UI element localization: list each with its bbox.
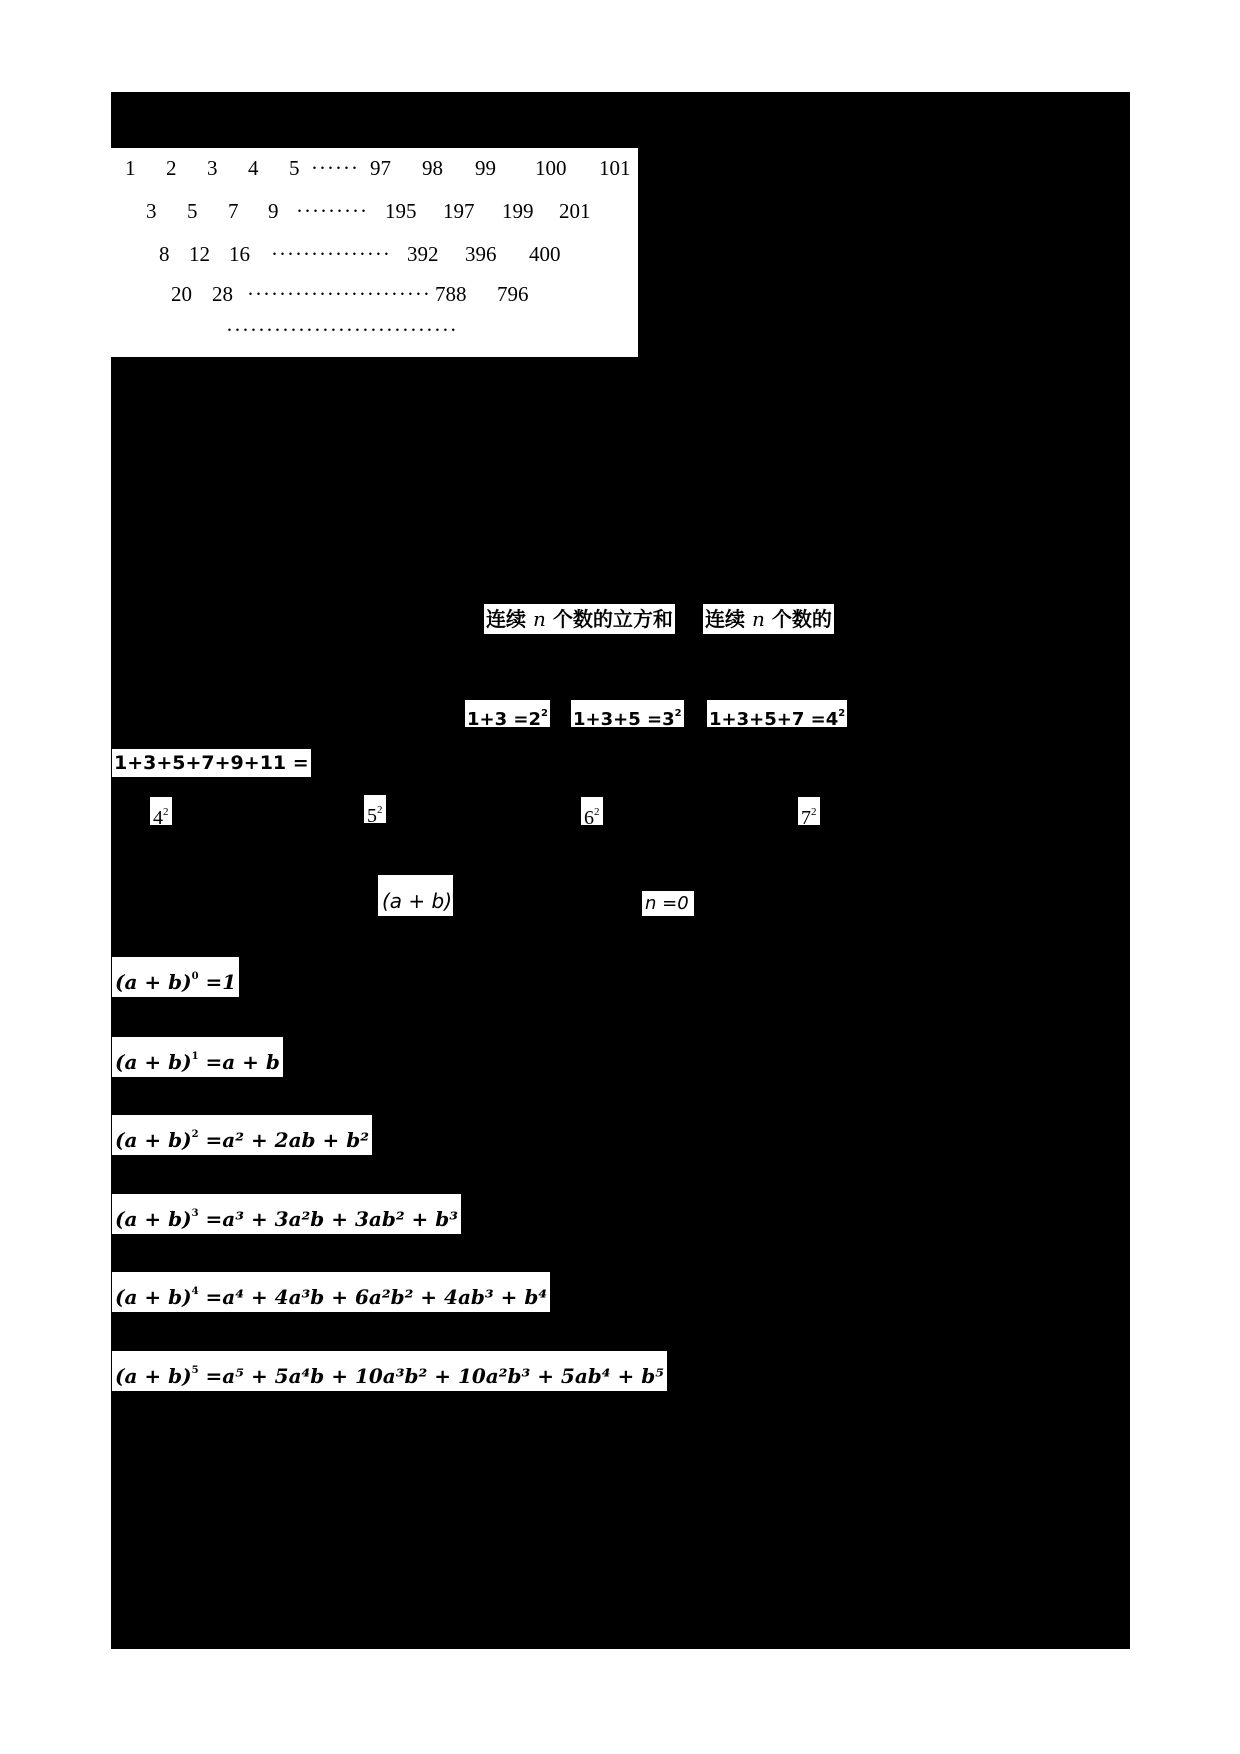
condition-text: n =0 (645, 893, 689, 914)
square-option (364, 795, 386, 827)
question-text: 1+3+5+7+9+11 = (114, 752, 309, 774)
binomial-rhs: =a³ + 3a²b + 3ab² + b³ (205, 1207, 459, 1231)
binomial-lhs: (a + b) (115, 1364, 192, 1388)
binomial-expansion (112, 1037, 283, 1077)
number-cell: 99 (475, 156, 496, 180)
binomial-rhs: =1 (205, 970, 237, 994)
binomial-expansion (112, 957, 239, 997)
exponent: 2 (811, 806, 817, 818)
number-cell: 2 (166, 156, 177, 180)
heading-text-pre: 连续 (486, 607, 526, 631)
square-base: 6 (584, 807, 594, 829)
binomial-expansion (112, 1351, 667, 1391)
number-cell: 4 (248, 156, 259, 180)
number-cell: 3 (146, 199, 157, 223)
heading-var: n (751, 607, 765, 631)
number-cell: 20 (171, 282, 192, 306)
binomial-rhs: =a² + 2ab + b² (205, 1128, 369, 1152)
binomial-rhs: =a + b (205, 1050, 280, 1074)
square-base: 4 (153, 807, 163, 829)
number-cell: 199 (502, 199, 534, 223)
number-cell: 101 (599, 156, 631, 180)
ellipsis: ······················· (247, 282, 431, 306)
ellipsis: ····························· (226, 318, 458, 342)
number-cell: 788 (435, 282, 467, 306)
binomial-lhs: (a + b) (115, 970, 192, 994)
number-cell: 1 (125, 156, 136, 180)
exponent: 2 (674, 708, 682, 719)
heading-sum (703, 604, 834, 634)
exponent: 2 (594, 806, 600, 818)
exponent: 4 (191, 1286, 199, 1297)
binomial-lhs: (a + b) (115, 1285, 192, 1309)
ellipsis: ······ (311, 156, 359, 180)
odd-sum-equation (465, 700, 550, 730)
binomial-expansion (112, 1115, 372, 1155)
exponent: n (452, 890, 459, 901)
number-cell: 5 (289, 156, 300, 180)
exponent: 2 (191, 1129, 199, 1140)
heading-text-post: 个数的 (771, 607, 832, 631)
number-row (111, 242, 638, 272)
number-cell: 396 (465, 242, 497, 266)
number-cell: 400 (529, 242, 561, 266)
number-cell: 5 (187, 199, 198, 223)
number-cell: 16 (229, 242, 250, 266)
number-row (111, 282, 638, 312)
equation-text: 1+3+5+7 =4 (709, 709, 839, 730)
binomial-lhs: (a + b) (115, 1128, 192, 1152)
n-condition (642, 891, 694, 916)
binomial-lhs: (a + b) (115, 1207, 192, 1231)
exponent: 5 (191, 1365, 199, 1376)
exponent: 2 (377, 804, 383, 816)
exponent: 2 (163, 806, 169, 818)
square-base: 7 (801, 807, 811, 829)
number-row (111, 156, 638, 186)
number-row (111, 318, 638, 348)
ellipsis: ··············· (271, 242, 391, 266)
number-cell: 796 (497, 282, 529, 306)
binomial-expansion (112, 1272, 550, 1312)
exponent: 2 (838, 708, 846, 719)
binomial-rhs: =a⁴ + 4a³b + 6a²b² + 4ab³ + b⁴ (205, 1285, 548, 1309)
number-cell: 195 (385, 199, 417, 223)
odd-sum-equation (571, 700, 684, 730)
number-cell: 98 (422, 156, 443, 180)
exponent: 1 (191, 1051, 199, 1062)
binomial-expansion (112, 1194, 461, 1234)
exponent: 0 (191, 971, 199, 982)
binomial-rhs: =a⁵ + 5a⁴b + 10a³b² + 10a²b³ + 5ab⁴ + b⁵ (205, 1364, 664, 1388)
number-cell: 9 (268, 199, 279, 223)
exponent: 3 (191, 1208, 199, 1219)
equation-text: 1+3+5 =3 (573, 709, 675, 730)
heading-text-pre: 连续 (705, 607, 745, 631)
square-option (798, 797, 820, 829)
heading-cube-sum (484, 604, 675, 634)
number-cell: 7 (228, 199, 239, 223)
number-cell: 28 (212, 282, 233, 306)
number-triangle-box (111, 148, 638, 357)
binomial-general (378, 875, 459, 916)
square-base: 5 (367, 805, 377, 827)
number-row (111, 199, 638, 229)
number-cell: 8 (159, 242, 170, 266)
odd-sum-equation (707, 700, 847, 730)
square-option (581, 797, 603, 829)
ellipsis: ········· (296, 199, 368, 223)
binomial-base: (a + b) (382, 889, 453, 913)
number-cell: 392 (407, 242, 439, 266)
number-cell: 12 (189, 242, 210, 266)
number-cell: 201 (559, 199, 591, 223)
heading-text-post: 个数的立方和 (552, 607, 673, 631)
number-cell: 97 (370, 156, 391, 180)
exponent: 2 (541, 708, 548, 719)
square-option (150, 797, 172, 829)
binomial-lhs: (a + b) (115, 1050, 192, 1074)
number-cell: 3 (207, 156, 218, 180)
number-cell: 100 (535, 156, 567, 180)
heading-var: n (532, 607, 546, 631)
number-cell: 197 (443, 199, 475, 223)
odd-sum-question (112, 749, 311, 777)
equation-text: 1+3 =2 (467, 709, 542, 730)
